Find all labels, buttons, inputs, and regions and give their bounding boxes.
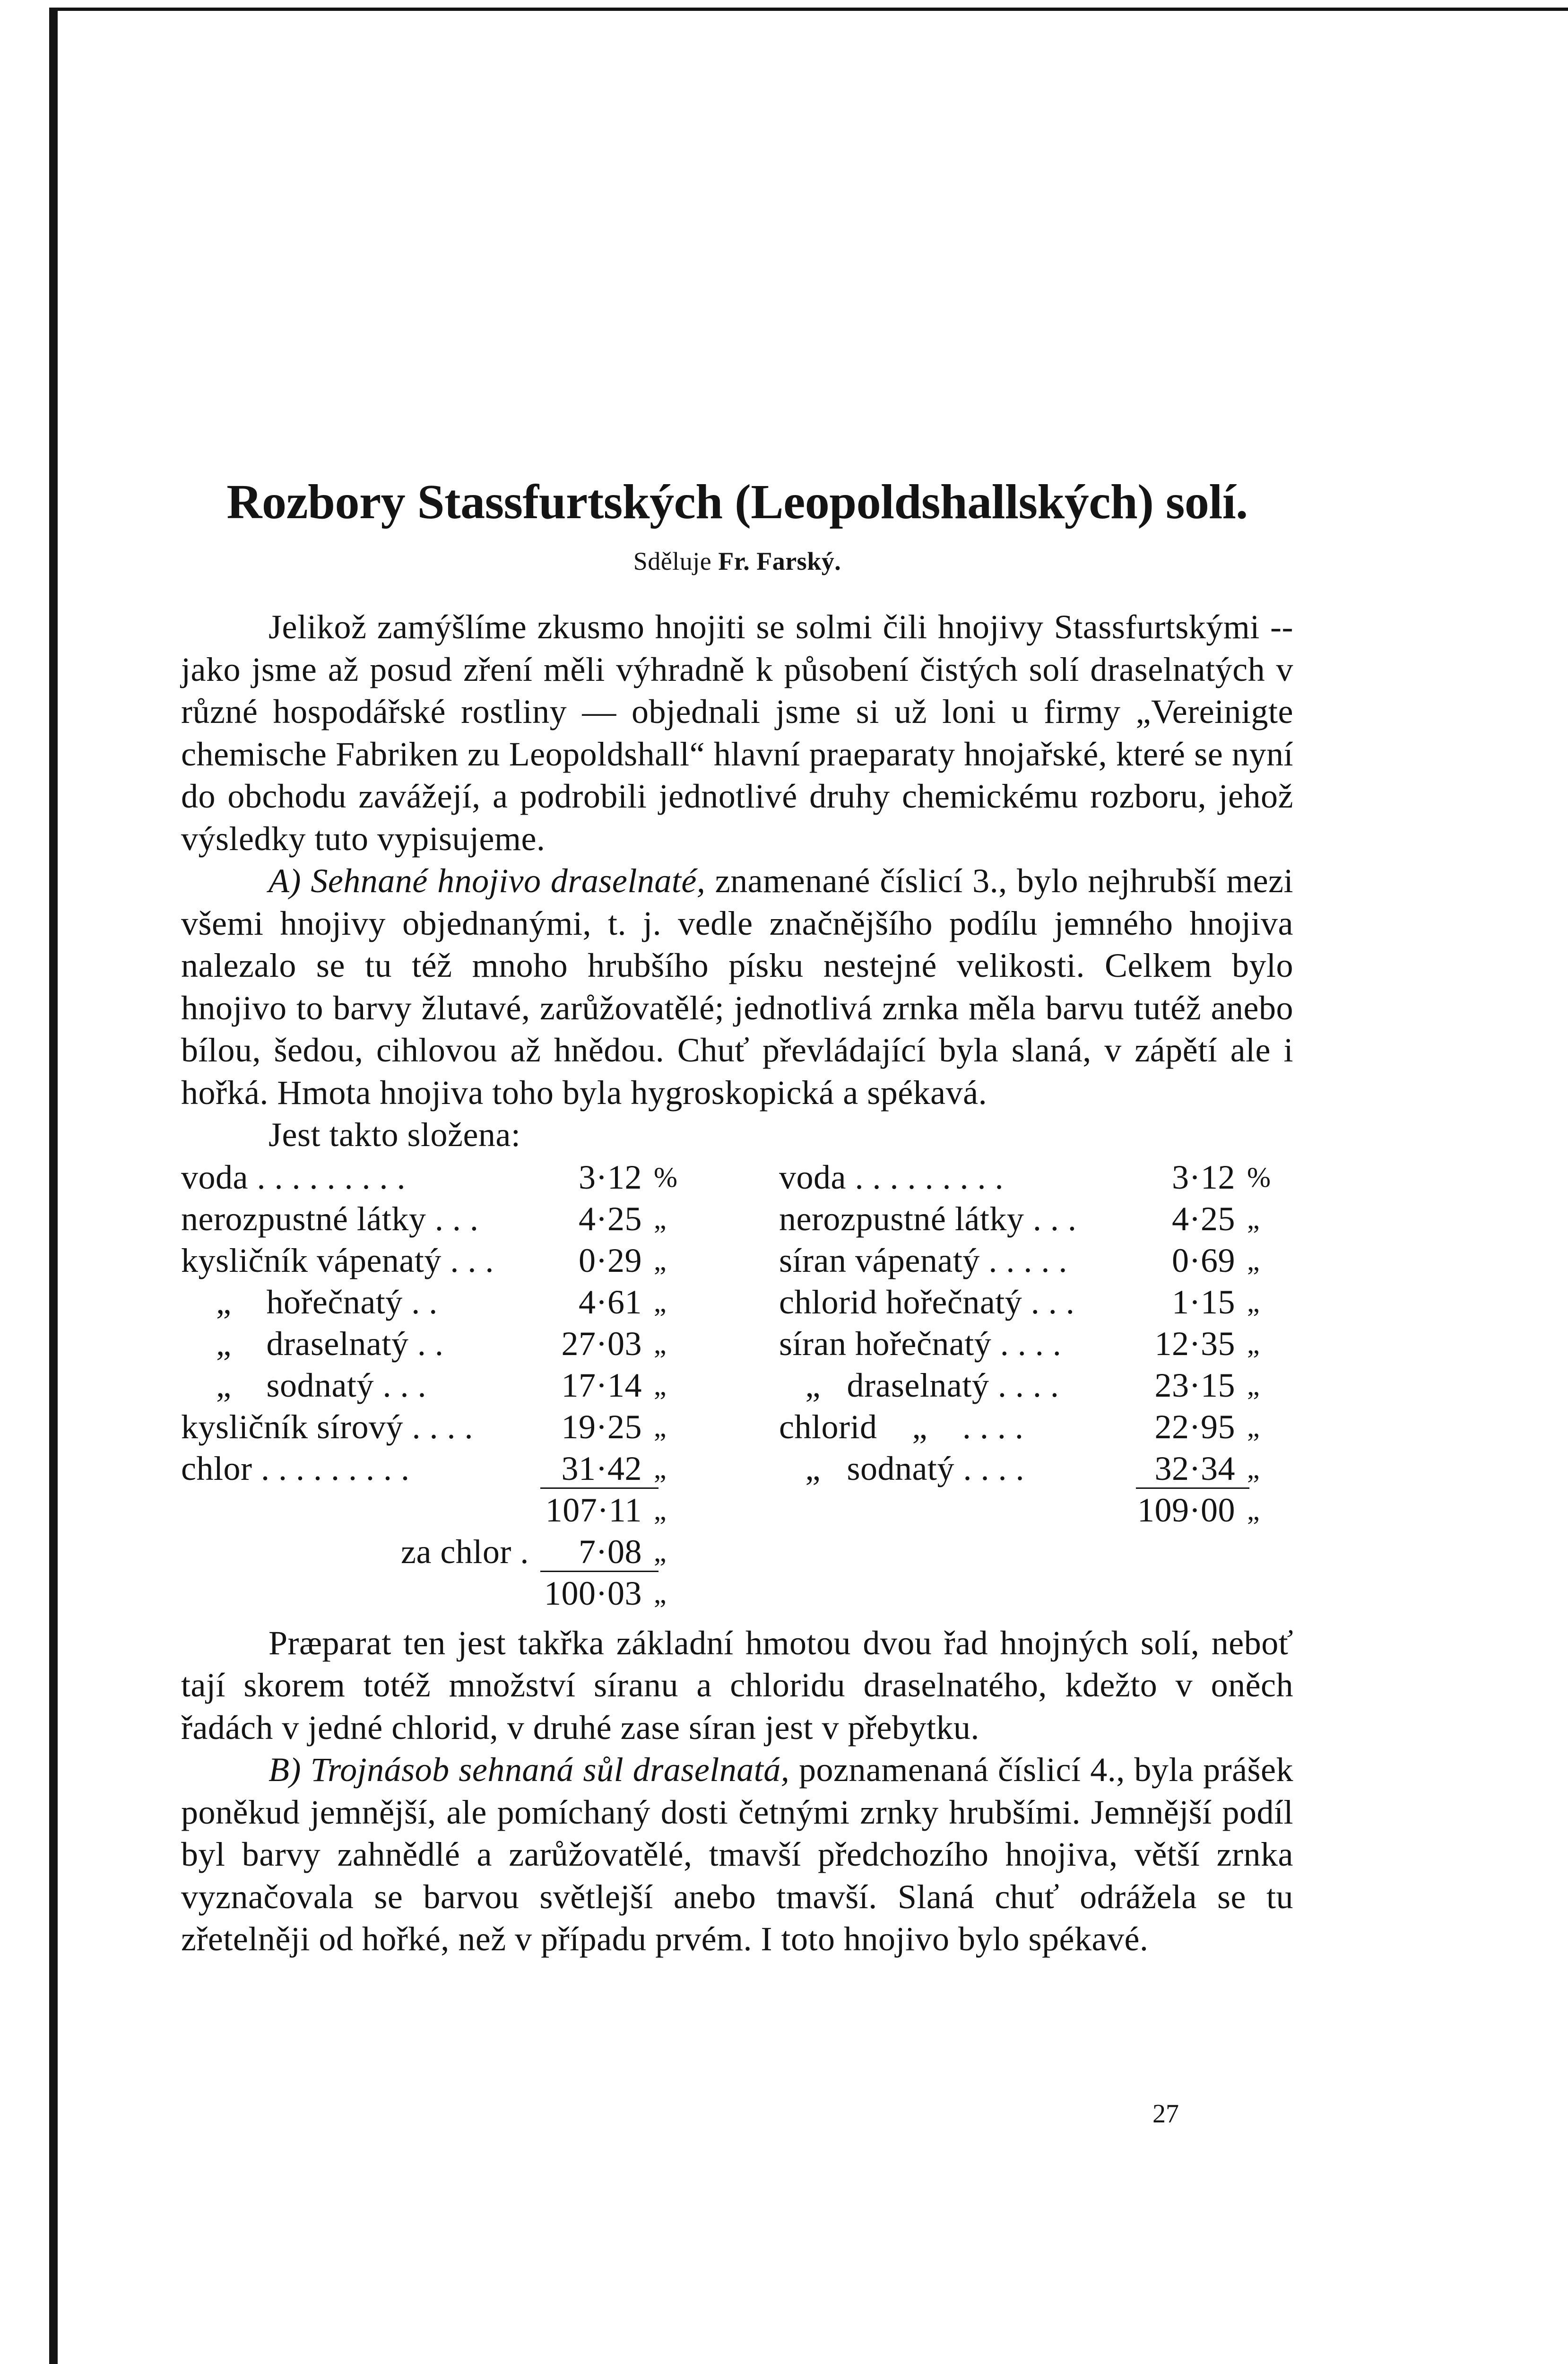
row-label: „ hořečnatý . . [181, 1283, 438, 1321]
row-unit: „ [1247, 1452, 1260, 1484]
correction-label: za chlor . [401, 1532, 529, 1571]
table-row [181, 1156, 710, 1198]
table-row [779, 1365, 1294, 1406]
table-row [181, 1448, 710, 1489]
table-row [181, 1406, 710, 1448]
row-value: 17·14 [561, 1366, 642, 1404]
total-unit: „ [654, 1577, 667, 1609]
row-unit: „ [1247, 1328, 1260, 1359]
row-unit: „ [654, 1328, 667, 1359]
total-rule [540, 1571, 658, 1572]
row-label: „ draselnatý . . . . [779, 1366, 1059, 1404]
row-unit: % [1247, 1161, 1271, 1193]
row-unit: „ [1247, 1244, 1260, 1276]
row-unit: „ [1247, 1286, 1260, 1318]
page-content [181, 473, 1293, 1961]
subtotal-row [181, 1489, 710, 1531]
row-value: 4·25 [1172, 1199, 1235, 1238]
section-a-letter: A) [269, 862, 301, 900]
section-b-letter: B) [269, 1751, 301, 1789]
row-label: síran vápenatý . . . . . [779, 1241, 1067, 1279]
section-a-text: znamenané číslicí 3., bylo nejhrubší mezi všemi hnojivy objednanými, t. j. vedle značnějšího podílu jemného hnojiva nalezalo se tu též mnoho hrubšího písku nestejné velikosti. Celkem bylo hnojivo to barvy žlutavé, zarůžovatělé; jednotlivá zrnka měla barvu tutéž anebo bílou, šedou, cihlovou až hnědou. Chuť převládající byla slaná, v zápětí ale i hořká. Hmota hnojiva toho byla hygroskopická a spékavá. [181, 862, 1294, 1112]
table-row [181, 1365, 710, 1406]
row-unit: „ [654, 1452, 667, 1484]
row-value: 12·35 [1154, 1324, 1235, 1363]
page-scan-edge-left [49, 9, 58, 2364]
composition-intro: Jest takto složena: [269, 1116, 521, 1154]
row-unit: % [654, 1161, 678, 1193]
page-number: 27 [1152, 2099, 1179, 2129]
subtotal-unit: „ [654, 1494, 667, 1526]
section-b-paragraph [181, 1749, 1293, 1961]
total-value: 109·00 [1137, 1491, 1235, 1529]
table-row [181, 1240, 710, 1281]
row-label: nerozpustné látky . . . [779, 1199, 1077, 1238]
row-value: 0·69 [1172, 1241, 1235, 1279]
row-label: voda . . . . . . . . . [779, 1158, 1004, 1196]
row-value: 1·15 [1172, 1283, 1235, 1321]
table-row [181, 1323, 710, 1365]
intro-paragraph: Jelikož zamýšlíme zkusmo hnojiti se solmi čili hnojivy Stassfurtskými -- jako jsme až posud zření měli výhradně k působení čistých solí draselnatých v různé hospodářské rostliny — objednali jsme si už loni u firmy „Vereinigte chemische Fabriken zu Leopoldshall“ hlavní praeparaty hnojařské, které se nyní do obchodu zavážejí, a podrobili jednotlivé druhy chemickému rozboru, jehož výsledky tuto vypisujeme. [181, 608, 1293, 858]
row-label: „ sodnatý . . . [181, 1366, 426, 1404]
composition-table-oxides [181, 1156, 710, 1614]
row-label: voda . . . . . . . . . [181, 1158, 406, 1196]
row-label: chlorid hořečnatý . . . [779, 1283, 1075, 1321]
row-unit: „ [1247, 1411, 1260, 1443]
row-label: chlor . . . . . . . . . [181, 1449, 410, 1487]
row-unit: „ [1247, 1203, 1260, 1234]
row-value: 4·25 [579, 1199, 642, 1238]
byline [181, 545, 1293, 578]
table-row [779, 1281, 1294, 1323]
total-row [779, 1489, 1294, 1531]
row-label: síran hořečnatý . . . . [779, 1324, 1062, 1363]
row-value: 31·42 [561, 1449, 642, 1487]
table-row [181, 1281, 710, 1323]
total-unit: „ [1247, 1494, 1260, 1526]
page-scan-edge-top [49, 8, 1568, 11]
row-label: „ sodnatý . . . . [779, 1449, 1024, 1487]
subtotal-value: 107·11 [545, 1491, 642, 1529]
total-value: 100·03 [544, 1574, 642, 1612]
total-row [181, 1573, 710, 1614]
row-value: 27·03 [561, 1324, 642, 1363]
after-table-paragraph: Præparat ten jest takřka základní hmotou dvou řad hnojných solí, neboť tají skorem totéž množství síranu a chloridu draselnatého, kdežto v oněch řadách v jedné chlorid, v druhé zase síran jest v přebytku. [181, 1624, 1293, 1747]
table-row [779, 1406, 1294, 1448]
row-value: 22·95 [1154, 1408, 1235, 1446]
table-row [779, 1240, 1294, 1281]
byline-prefix: Sděluje [633, 547, 712, 575]
section-b-name: Trojnásob sehnaná sůl draselnatá, [310, 1751, 790, 1789]
row-value: 19·25 [561, 1408, 642, 1446]
row-label: kysličník sírový . . . . [181, 1408, 473, 1446]
sum-rule [1136, 1487, 1249, 1489]
row-value: 23·15 [1154, 1366, 1235, 1404]
table-row [779, 1156, 1294, 1198]
row-value: 0·29 [579, 1241, 642, 1279]
row-unit: „ [654, 1203, 667, 1234]
table-row [181, 1198, 710, 1240]
row-value: 3·12 [1172, 1158, 1235, 1196]
row-value: 3·12 [579, 1158, 642, 1196]
row-label: kysličník vápenatý . . . [181, 1241, 494, 1279]
composition-table-salts [779, 1156, 1294, 1531]
row-unit: „ [654, 1244, 667, 1276]
composition-tables [181, 1156, 1293, 1622]
row-unit: „ [654, 1369, 667, 1401]
row-label: nerozpustné látky . . . [181, 1199, 479, 1238]
row-unit: „ [1247, 1369, 1260, 1401]
section-a-name: Sehnané hnojivo draselnaté, [311, 862, 706, 900]
row-label: „ draselnatý . . [181, 1324, 444, 1363]
table-row [779, 1323, 1294, 1365]
row-unit: „ [654, 1286, 667, 1318]
article-title: Rozbory Stassfurtských (Leopoldshallských) solí. [226, 475, 1248, 529]
correction-unit: „ [654, 1536, 667, 1567]
row-label: chlorid „ . . . . [779, 1408, 1024, 1446]
table-row [779, 1198, 1294, 1240]
correction-value: 7·08 [579, 1532, 642, 1571]
row-value: 4·61 [579, 1283, 642, 1321]
row-unit: „ [654, 1411, 667, 1443]
byline-author: Fr. Farský. [718, 547, 841, 575]
row-value: 32·34 [1154, 1449, 1235, 1487]
sum-rule [540, 1487, 658, 1489]
table-row [779, 1448, 1294, 1489]
section-b-text: poznamenaná číslicí 4., byla prášek poněkud jemnější, ale pomíchaný dosti četnými zrnky hrubšími. Jemnější podíl byl barvy zahnědlé a zarůžovatělé, tmavší předchozího hnojiva, větší zrnka vyznačovala se barvou světlejší anebo tmavší. Slaná chuť odrážela se tu zřetelněji od hořké, než v případu prvém. I toto hnojivo bylo spékavé. [181, 1751, 1293, 1958]
section-a-paragraph [181, 860, 1293, 1114]
chlorine-correction-row [181, 1531, 710, 1573]
